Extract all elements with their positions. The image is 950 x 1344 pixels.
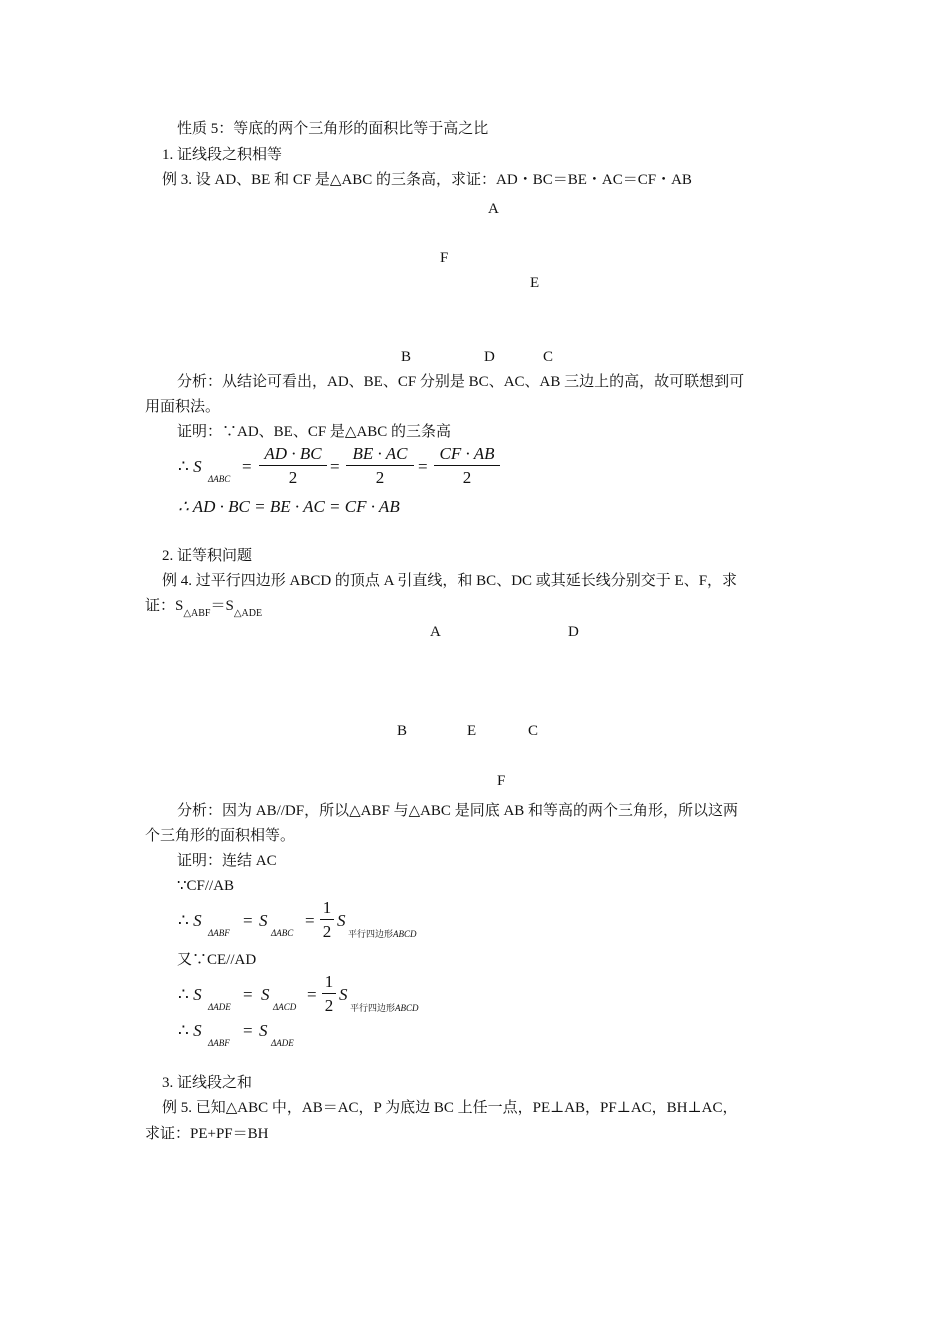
denominator: 2 [375, 468, 385, 487]
therefore-symbol: ∴ [178, 457, 189, 476]
section-1-heading: 1. 证线段之积相等 [162, 147, 283, 163]
fraction-be-ac [346, 444, 414, 488]
fig1-label-d: D [484, 349, 495, 365]
proof-4-line3: 又∵CE//AD [177, 952, 257, 968]
example-4-line2: 证：$S_{\triangle ABF}=S_{\triangle ADE}$ [145, 598, 263, 619]
fraction-one-half: 1 2 [320, 898, 334, 942]
analysis-4-line2: 个三角形的面积相等。 [145, 828, 296, 844]
equation-3-conclusion: ∴ AD · BC = BE · AC = CF · AB [178, 497, 400, 516]
fig1-label-f: F [440, 250, 449, 266]
fig2-label-f: F [497, 773, 506, 789]
proof-3-line1: 证明：∵AD、BE、CF 是△ABC 的三条高 [177, 424, 452, 440]
area-symbol: S [193, 457, 202, 476]
area-subscript: ΔABC [208, 474, 231, 484]
analysis-3-line2: 用面积法。 [145, 399, 221, 415]
fig1-label-e: E [530, 275, 540, 291]
numerator: BE · AC [352, 444, 408, 463]
example-5-line1: 例 5. 已知△ABC 中，AB＝AC，P 为底边 BC 上任一点，PE⊥AB，PF⊥AC，BH⊥AC， [162, 1100, 738, 1116]
property-5-text: 性质 5：等底的两个三角形的面积比等于高之比 [177, 121, 489, 137]
fig2-label-b: B [397, 723, 408, 739]
proof-4-line1: 证明：连结 AC [177, 853, 277, 869]
fig2-label-d: D [568, 624, 579, 640]
fraction-cf-ab [434, 444, 500, 488]
fraction-ad-bc [259, 444, 327, 488]
equals-sign: = [330, 457, 340, 476]
fig2-label-c: C [528, 723, 539, 739]
fig2-label-e: E [467, 723, 477, 739]
section-3-heading: 3. 证线段之和 [162, 1075, 253, 1091]
equals-sign: = [242, 457, 252, 476]
analysis-4-line1: 分析：因为 AB//DF，所以△ABF 与△ABC 是同底 AB 和等高的两个三角形，所以这两 [177, 803, 739, 819]
section-2-heading: 2. 证等积问题 [162, 548, 253, 564]
denominator: 2 [462, 468, 472, 487]
example-4-line1: 例 4. 过平行四边形 ABCD 的顶点 A 引直线，和 BC、DC 或其延长线分别交于 E、F，求 [162, 573, 738, 589]
denominator: 2 [288, 468, 298, 487]
proof-4-line2: ∵CF//AB [177, 878, 235, 894]
fig1-label-a: A [488, 201, 499, 217]
fraction-one-half: 1 2 [322, 972, 336, 1016]
example-3-statement: 例 3. 设 AD、BE 和 CF 是△ABC 的三条高，求证：AD・BC＝BE・AC＝CF・AB [162, 172, 692, 188]
analysis-3-line1: 分析：从结论可看出，AD、BE、CF 分别是 BC、AC、AB 三边上的高，故可联想到可 [177, 374, 745, 390]
fig1-label-c: C [543, 349, 554, 365]
numerator: AD · BC [264, 444, 322, 463]
numerator: CF · AB [439, 444, 495, 463]
equals-sign: = [418, 457, 428, 476]
fig2-label-a: A [430, 624, 441, 640]
fig1-label-b: B [401, 349, 412, 365]
example-5-line2: 求证：PE+PF＝BH [145, 1126, 269, 1142]
